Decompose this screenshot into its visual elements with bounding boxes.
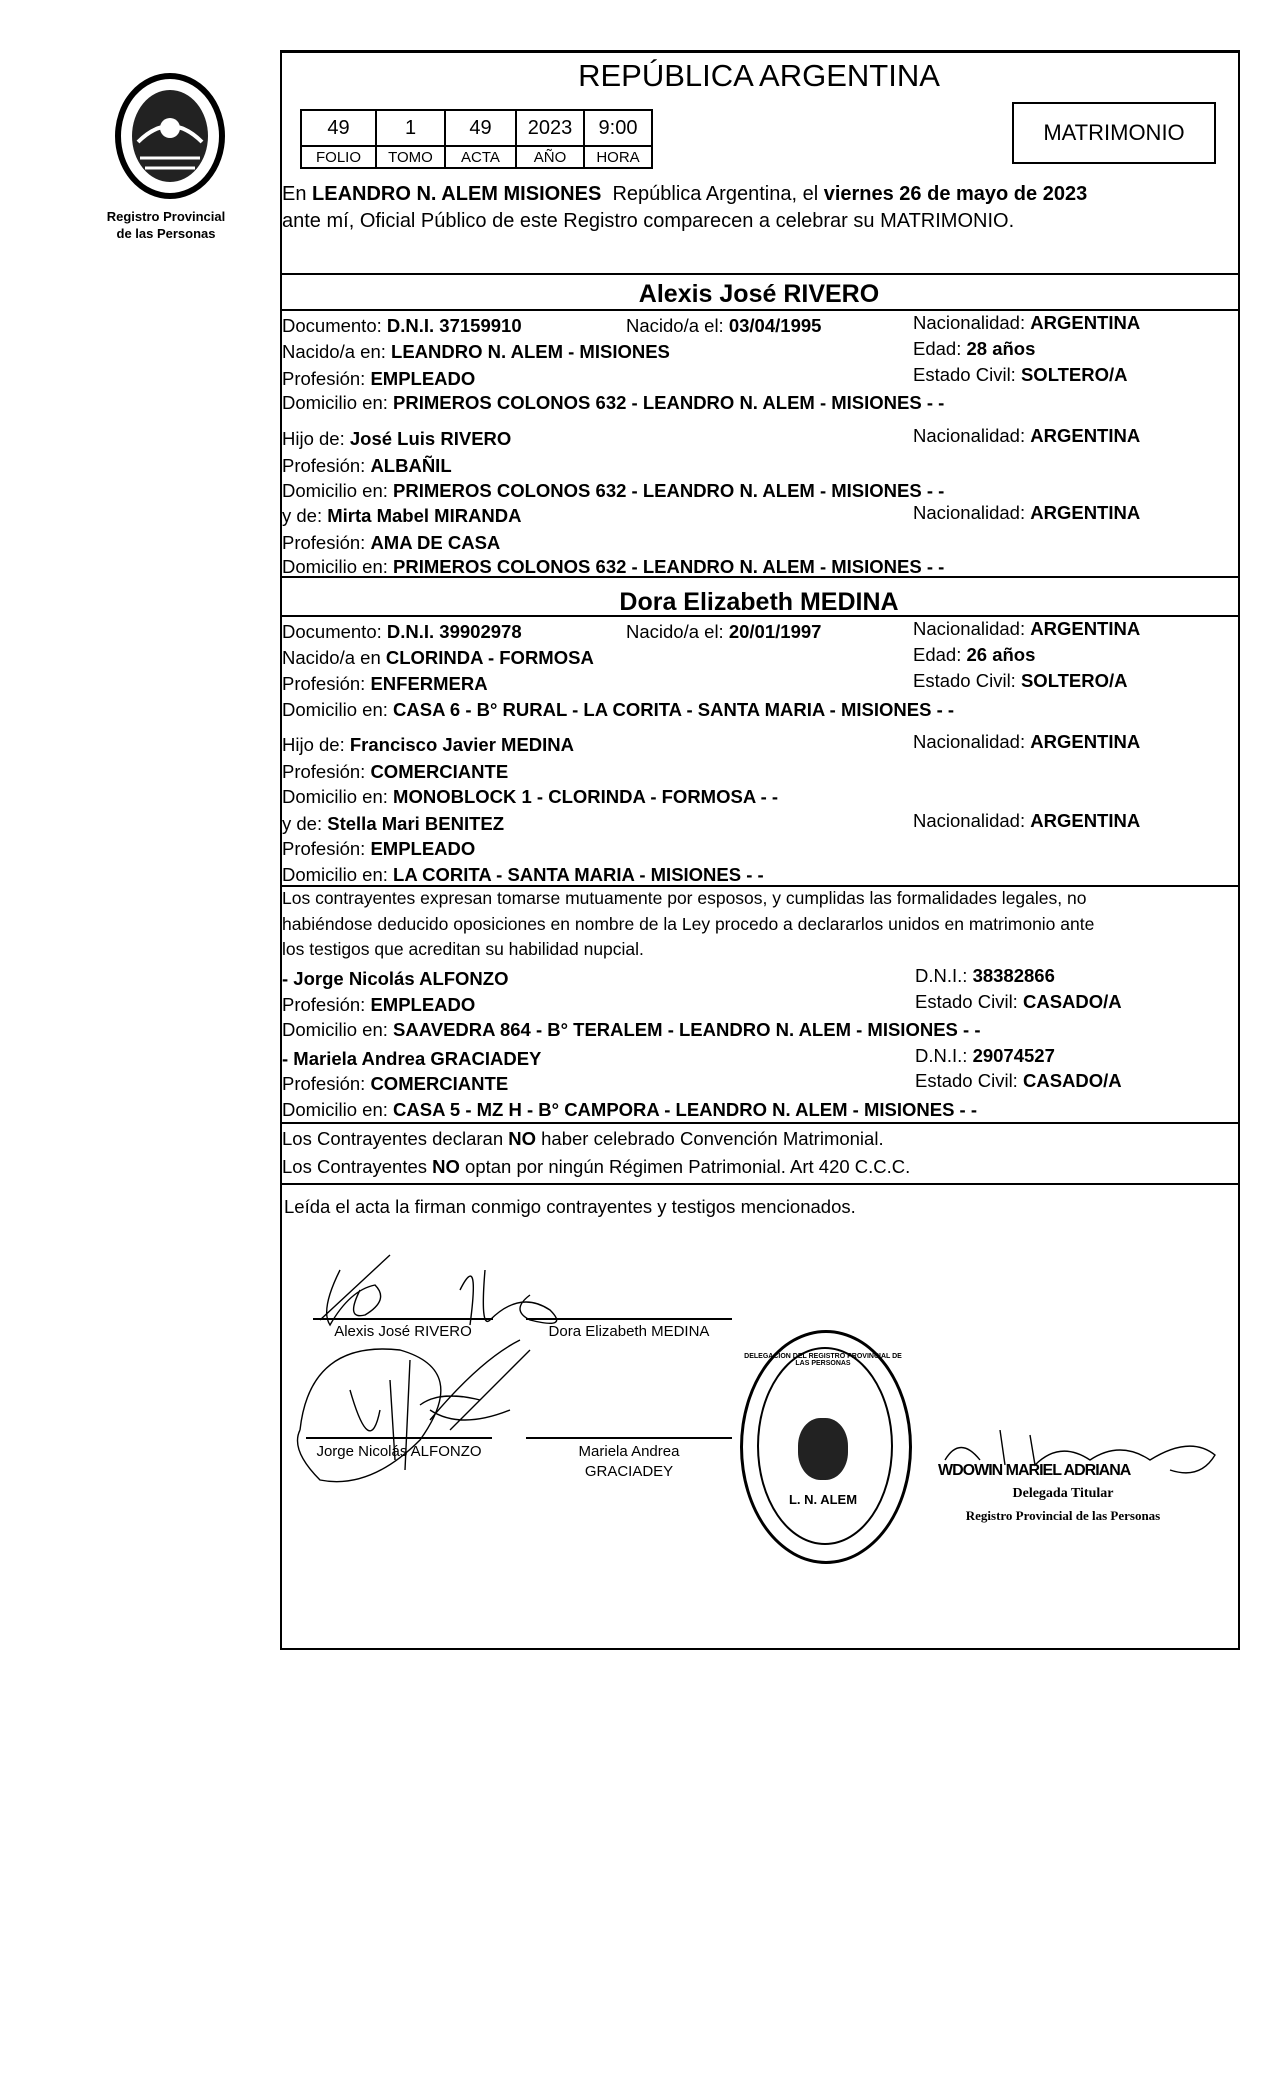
official-title: Delegada Titular — [1012, 1486, 1114, 1501]
spouse2-father-profession: COMERCIANTE — [370, 761, 509, 782]
intro-mid: República Argentina, el — [612, 183, 819, 205]
label: Domicilio en: — [282, 392, 388, 413]
declaration-line: Los contrayentes expresan tomarse mutuamente por esposos, y cumplidas las formalidades legales, no — [282, 888, 1087, 908]
logo-caption-line1: Registro Provincial — [106, 209, 226, 224]
witness2-profession: COMERCIANTE — [370, 1073, 509, 1094]
label: Nacido/a en — [282, 647, 381, 668]
seal-center-text: L. N. ALEM — [788, 1492, 858, 1507]
label: Nacionalidad: — [913, 312, 1026, 333]
divider — [280, 885, 1238, 887]
divider — [280, 576, 1238, 578]
label: y de: — [282, 505, 323, 526]
label: Profesión: — [282, 838, 366, 859]
witness1-civil-status: CASADO/A — [1022, 991, 1122, 1012]
label: Nacionalidad: — [913, 731, 1026, 752]
label: Profesión: — [282, 1073, 366, 1094]
spouse2-nationality: ARGENTINA — [1030, 618, 1141, 639]
acta-value: 49 — [445, 110, 516, 146]
spouse1-age: 28 años — [966, 338, 1036, 359]
misiones-emblem-logo — [110, 70, 230, 202]
signature-line — [313, 1318, 493, 1320]
label: Documento: — [282, 315, 382, 336]
tomo-label: TOMO — [376, 146, 445, 168]
acta-label: ACTA — [445, 146, 516, 168]
spouse2-father-name: Francisco Javier MEDINA — [349, 734, 575, 755]
spouse2-document: D.N.I. 39902978 — [386, 621, 522, 642]
label: Domicilio en: — [282, 699, 388, 720]
witness2-name: - Mariela Andrea GRACIADEY — [282, 1048, 542, 1069]
signature-name-witness1: Jorge Nicolás ALFONZO — [316, 1443, 482, 1460]
divider — [280, 309, 1238, 311]
spouse1-mother-profession: AMA DE CASA — [370, 532, 501, 553]
official-org: Registro Provincial de las Personas — [965, 1508, 1161, 1523]
convention-line1 — [282, 1130, 884, 1149]
spouse2-mother-profession: EMPLEADO — [370, 838, 476, 859]
label: Domicilio en: — [282, 786, 388, 807]
label: Estado Civil: — [913, 670, 1016, 691]
label: Edad: — [913, 644, 962, 665]
anio-value: 2023 — [516, 110, 584, 146]
text: NO — [432, 1156, 460, 1177]
logo-caption-line2: de las Personas — [116, 226, 216, 241]
text: optan por ningún Régimen Patrimonial. Art 420 C.C.C. — [465, 1156, 911, 1177]
signature-name-witness2-line1: Mariela Andrea — [578, 1443, 680, 1460]
act-type-box: MATRIMONIO — [1012, 102, 1216, 164]
label: Domicilio en: — [282, 556, 388, 577]
spouse2-father-nationality: ARGENTINA — [1030, 731, 1141, 752]
witness1-address: SAAVEDRA 864 - B° TERALEM - LEANDRO N. ALEM - MISIONES - - — [393, 1019, 981, 1040]
spouse1-father-nationality: ARGENTINA — [1030, 425, 1141, 446]
anio-label: AÑO — [516, 146, 584, 168]
record-table — [300, 109, 653, 169]
label: Nacionalidad: — [913, 618, 1026, 639]
label: Nacido/a el: — [626, 315, 724, 336]
label: Estado Civil: — [915, 991, 1018, 1012]
spouse2-address: CASA 6 - B° RURAL - LA CORITA - SANTA MARIA - MISIONES - - — [393, 699, 955, 720]
spouse2-mother-name: Stella Mari BENITEZ — [327, 813, 505, 834]
spouse1-father-name: José Luis RIVERO — [349, 428, 512, 449]
spouse1-mother-name: Mirta Mabel MIRANDA — [327, 505, 522, 526]
label: Domicilio en: — [282, 480, 388, 501]
label: Profesión: — [282, 761, 366, 782]
declaration-line: los testigos que acreditan su habilidad nupcial. — [282, 939, 644, 959]
label: Hijo de: — [282, 734, 345, 755]
divider — [280, 615, 1238, 617]
official-name: WDOWIN MARIEL ADRIANA — [938, 1462, 1131, 1479]
label: Estado Civil: — [915, 1070, 1018, 1091]
label: Profesión: — [282, 368, 366, 389]
label: Nacionalidad: — [913, 425, 1026, 446]
tomo-value: 1 — [376, 110, 445, 146]
label: Profesión: — [282, 532, 366, 553]
signature-name-spouse2: Dora Elizabeth MEDINA — [548, 1323, 710, 1340]
signature-name-witness2-line2: GRACIADEY — [584, 1463, 674, 1480]
spouse1-profession: EMPLEADO — [370, 368, 476, 389]
spouse1-civil-status: SOLTERO/A — [1020, 364, 1128, 385]
signature-line — [526, 1318, 732, 1320]
spouse2-profession: ENFERMERA — [370, 673, 488, 694]
label: Edad: — [913, 338, 962, 359]
spouse2-birthplace: CLORINDA - FORMOSA — [385, 647, 594, 668]
label: Profesión: — [282, 673, 366, 694]
spouse1-birthplace: LEANDRO N. ALEM - MISIONES — [391, 341, 670, 362]
label: Nacido/a el: — [626, 621, 724, 642]
spouse2-mother-nationality: ARGENTINA — [1030, 810, 1141, 831]
label: D.N.I.: — [915, 1045, 968, 1066]
spouse1-birthdate: 03/04/1995 — [728, 315, 822, 336]
spouse1-mother-address: PRIMEROS COLONOS 632 - LEANDRO N. ALEM - MISIONES - - — [393, 556, 945, 577]
folio-value: 49 — [301, 110, 376, 146]
spouse2-mother-address: LA CORITA - SANTA MARIA - MISIONES - - — [393, 864, 764, 885]
label: Domicilio en: — [282, 1099, 388, 1120]
signature-name-spouse1: Alexis José RIVERO — [334, 1323, 472, 1340]
witness1-dni: 38382866 — [972, 965, 1055, 986]
spouse1-nationality: ARGENTINA — [1030, 312, 1141, 333]
spouse2-name: Dora Elizabeth MEDINA — [619, 588, 899, 616]
divider — [280, 273, 1238, 275]
declaration-line: habiéndose deducido oposiciones en nombre de la Ley procedo a declararlos unidos en matrimonio ante — [282, 914, 1095, 934]
witness1-profession: EMPLEADO — [370, 994, 476, 1015]
label: Domicilio en: — [282, 1019, 388, 1040]
label: Nacionalidad: — [913, 810, 1026, 831]
divider — [280, 1183, 1238, 1185]
spouse2-age: 26 años — [966, 644, 1036, 665]
spouse2-birthdate: 20/01/1997 — [728, 621, 822, 642]
divider — [280, 1122, 1238, 1124]
label: Documento: — [282, 621, 382, 642]
witness2-dni: 29074527 — [972, 1045, 1055, 1066]
seal-emblem-icon — [798, 1418, 848, 1480]
label: Nacionalidad: — [913, 502, 1026, 523]
folio-label: FOLIO — [301, 146, 376, 168]
text: Los Contrayentes — [282, 1156, 428, 1177]
hora-value: 9:00 — [584, 110, 652, 146]
seal-ring-text: DELEGACION DEL REGISTRO PROVINCIAL DE LAS PERSONAS — [744, 1353, 902, 1367]
hora-label: HORA — [584, 146, 652, 168]
label: Profesión: — [282, 455, 366, 476]
intro-line2: ante mí, Oficial Público de este Registro comparecen a celebrar su MATRIMONIO. — [282, 210, 1015, 232]
convention-line2 — [282, 1158, 910, 1177]
intro-line1 — [282, 184, 1087, 204]
closing-text: Leída el acta la firman conmigo contrayentes y testigos mencionados. — [284, 1196, 856, 1217]
witness2-civil-status: CASADO/A — [1022, 1070, 1122, 1091]
label: D.N.I.: — [915, 965, 968, 986]
label: Estado Civil: — [913, 364, 1016, 385]
signature-line — [306, 1437, 492, 1439]
spouse2-civil-status: SOLTERO/A — [1020, 670, 1128, 691]
label: Domicilio en: — [282, 864, 388, 885]
intro-place: LEANDRO N. ALEM MISIONES — [312, 183, 602, 205]
page-title: REPÚBLICA ARGENTINA — [578, 58, 940, 93]
intro-en: En — [282, 183, 307, 205]
label: Nacido/a en: — [282, 341, 386, 362]
intro-date: viernes 26 de mayo de 2023 — [823, 183, 1088, 205]
spouse1-father-profession: ALBAÑIL — [370, 455, 452, 476]
spouse1-mother-nationality: ARGENTINA — [1030, 502, 1141, 523]
text: NO — [508, 1128, 536, 1149]
spouse1-name: Alexis José RIVERO — [638, 280, 880, 308]
spouse1-father-address: PRIMEROS COLONOS 632 - LEANDRO N. ALEM - MISIONES - - — [393, 480, 945, 501]
witness1-name: - Jorge Nicolás ALFONZO — [282, 968, 509, 989]
witness2-address: CASA 5 - MZ H - B° CAMPORA - LEANDRO N. ALEM - MISIONES - - — [393, 1099, 978, 1120]
text: haber celebrado Convención Matrimonial. — [541, 1128, 884, 1149]
label: y de: — [282, 813, 323, 834]
text: Los Contrayentes declaran — [282, 1128, 504, 1149]
signature-line — [526, 1437, 732, 1439]
label: Profesión: — [282, 994, 366, 1015]
spouse1-document: D.N.I. 37159910 — [386, 315, 522, 336]
official-seal — [740, 1330, 912, 1564]
spouse2-father-address: MONOBLOCK 1 - CLORINDA - FORMOSA - - — [393, 786, 779, 807]
label: Hijo de: — [282, 428, 345, 449]
spouse1-address: PRIMEROS COLONOS 632 - LEANDRO N. ALEM - MISIONES - - — [393, 392, 945, 413]
